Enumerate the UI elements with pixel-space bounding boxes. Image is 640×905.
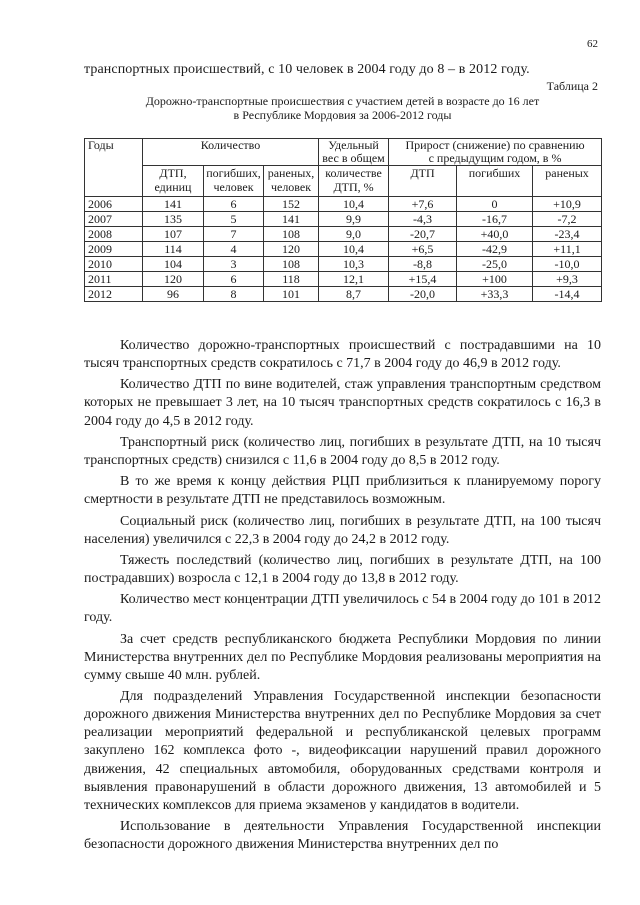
cell-share: 8,7 [319,287,389,302]
cell-year: 2009 [85,242,143,257]
paragraph: Количество мест концентрации ДТП увеличилось с 54 в 2004 году до 101 в 2012 году. [84,592,601,626]
cell-dtp: 96 [143,287,204,302]
subheader-dtp [143,166,204,197]
cell-injured: 108 [264,227,319,242]
cell-killed: 5 [204,212,264,227]
paragraph: За счет средств республиканского бюджета Республики Мордовия по линии Министерства внутренних дел по Республике Мордовия реализованы мероприятия на сумму свыше 40 млн. рублей. [84,631,601,683]
body-text [84,337,601,857]
subheader-injured [264,166,319,197]
cell-growth-dtp: -4,3 [389,212,457,227]
subheader-share [319,166,389,197]
table-title-line: в Республике Мордовия за 2006-2012 годы [233,108,452,122]
statistics-table [84,138,602,302]
subheader-growth-injured: раненых [533,166,602,197]
cell-growth-killed: -42,9 [457,242,533,257]
cell-growth-injured: +9,3 [533,272,602,287]
cell-year: 2006 [85,197,143,212]
paragraph: Количество дорожно-транспортных происшествий с пострадавшими на 10 тысяч транспортных средств сократилось с 71,7 в 2004 году до 46,9 в 2012 году. [84,338,601,372]
table-row [85,272,602,287]
cell-dtp: 107 [143,227,204,242]
table-row [85,212,602,227]
cell-growth-injured: -23,4 [533,227,602,242]
cell-growth-killed: +33,3 [457,287,533,302]
cell-growth-injured: +11,1 [533,242,602,257]
paragraph: Тяжесть последствий (количество лиц, погибших в результате ДТП, на 100 пострадавших) возросла с 12,1 в 2004 году до 13,8 в 2012 году. [84,552,601,587]
cell-growth-dtp: +15,4 [389,272,457,287]
subheader-line: человек [270,180,312,194]
paragraph: Социальный риск (количество лиц, погибших в результате ДТП, на 100 тысяч населения) увеличился с 22,3 в 2004 году до 24,2 в 2012 году. [84,513,601,547]
page-number: 62 [587,38,598,50]
cell-killed: 3 [204,257,264,272]
cell-injured: 108 [264,257,319,272]
header-growth-line: Прирост (снижение) по сравнению [405,138,585,152]
cell-injured: 152 [264,197,319,212]
cell-growth-injured: +10,9 [533,197,602,212]
cell-killed: 6 [204,197,264,212]
cell-injured: 120 [264,242,319,257]
subheader-growth-killed: погибших [457,166,533,197]
table-title [84,94,601,122]
header-growth-line: с предыдущим годом, в % [428,151,562,165]
cell-growth-dtp: -20,7 [389,227,457,242]
subheader-line: погибших, [206,166,261,180]
subheader-line: раненых, [267,166,315,180]
table-row [85,257,602,272]
paragraph: Количество ДТП по вине водителей, стаж управления транспортным средством которых не превышает 3 лет, на 10 тысяч транспортных средств сократилось с 16,3 в 2004 году до 4,5 в 2012 году. [84,377,601,429]
subheader-killed [204,166,264,197]
cell-year: 2011 [85,272,143,287]
table-row [85,287,602,302]
cell-growth-killed: +100 [457,272,533,287]
paragraph: Использование в деятельности Управления Государственной инспекции безопасности дорожного движения Министерства внутренних дел по [84,819,601,853]
cell-year: 2008 [85,227,143,242]
cell-growth-dtp: -20,0 [389,287,457,302]
header-share-line: Удельный [328,138,379,152]
cell-year: 2012 [85,287,143,302]
cell-growth-injured: -7,2 [533,212,602,227]
cell-dtp: 141 [143,197,204,212]
subheader-growth-dtp: ДТП [389,166,457,197]
cell-dtp: 135 [143,212,204,227]
cell-dtp: 114 [143,242,204,257]
cell-killed: 6 [204,272,264,287]
cell-year: 2007 [85,212,143,227]
header-years: Годы [85,139,143,197]
paragraph: Транспортный риск (количество лиц, погибших в результате ДТП, на 10 тысяч транспортных средств) снизился с 11,6 в 2004 году до 8,5 в 2012 году. [84,434,601,468]
paragraph: Для подразделений Управления Государственной инспекции безопасности дорожного движения Министерства внутренних дел по Республике Мордовия за счет реализации мероприятий федеральной и республиканской целевых программ закуплено 162 комплекса фото -, видеофиксации нарушений правил дорожного движения, 42 специальных автомобиля, оборудованных средствами контроля и выявления правонарушений в области дорожного движения, 13 автомобилей и 5 технических комплексов для приема экзаменов у кандидатов в водители. [84,689,601,813]
cell-share: 10,4 [319,197,389,212]
cell-share: 12,1 [319,272,389,287]
cell-growth-killed: -25,0 [457,257,533,272]
table-header-row [85,139,602,166]
paragraph: В то же время к концу действия РЦП приблизиться к планируемому порогу смертности в результате ДТП не представилось возможным. [84,474,601,508]
cell-growth-killed: 0 [457,197,533,212]
intro-line: транспортных происшествий, с 10 человек в 2004 году до 8 – в 2012 году. [84,62,530,77]
cell-dtp: 120 [143,272,204,287]
table-row [85,227,602,242]
table-subheader-row [85,166,602,197]
subheader-line: ДТП, [159,166,187,180]
cell-year: 2010 [85,257,143,272]
cell-growth-dtp: +7,6 [389,197,457,212]
cell-killed: 4 [204,242,264,257]
header-share-line: вес в общем [322,151,385,165]
cell-injured: 118 [264,272,319,287]
header-growth [389,139,602,166]
table-title-line: Дорожно-транспортные происшествия с участием детей в возрасте до 16 лет [145,94,540,108]
cell-injured: 101 [264,287,319,302]
subheader-line: единиц [154,180,192,194]
cell-share: 9,0 [319,227,389,242]
table-row [85,242,602,257]
cell-growth-killed: -16,7 [457,212,533,227]
cell-share: 9,9 [319,212,389,227]
cell-growth-dtp: -8,8 [389,257,457,272]
table-row [85,197,602,212]
subheader-line: количестве [325,166,382,180]
cell-dtp: 104 [143,257,204,272]
cell-share: 10,4 [319,242,389,257]
cell-injured: 141 [264,212,319,227]
table-label: Таблица 2 [546,79,598,93]
cell-growth-injured: -14,4 [533,287,602,302]
header-share [319,139,389,166]
header-count: Количество [143,139,319,166]
cell-growth-injured: -10,0 [533,257,602,272]
cell-growth-dtp: +6,5 [389,242,457,257]
cell-killed: 7 [204,227,264,242]
subheader-line: ДТП, % [333,180,374,194]
subheader-line: человек [213,180,254,194]
cell-share: 10,3 [319,257,389,272]
cell-killed: 8 [204,287,264,302]
cell-growth-killed: +40,0 [457,227,533,242]
